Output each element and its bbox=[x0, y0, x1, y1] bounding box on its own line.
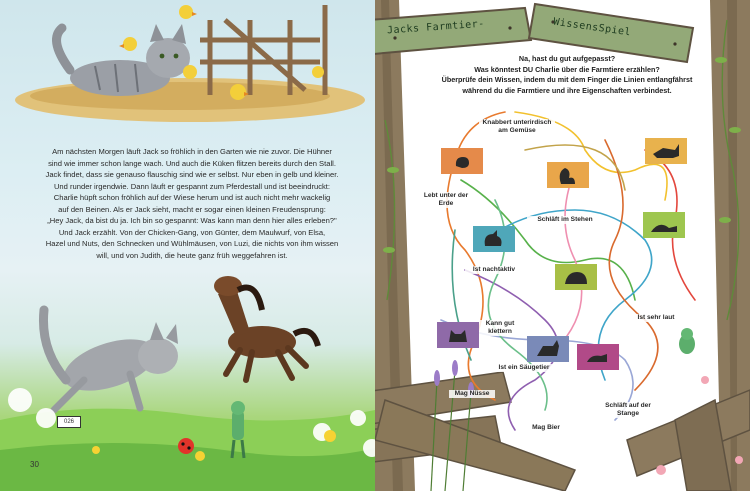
story-line: will, und von Judith, die heute ganz früh weggefahren ist. bbox=[96, 250, 288, 260]
label-stange: Schläft auf der Stange bbox=[603, 402, 653, 418]
chicken-icon bbox=[456, 157, 469, 168]
tile-snail bbox=[643, 212, 685, 238]
tile-mouse bbox=[577, 344, 619, 370]
intro-line: Was könntest DU Charlie über die Farmtiere erzählen? bbox=[474, 64, 660, 74]
story-line: auf den Beinen. Als er Jack sieht, macht er sogar einen kleinen Freudensprung: bbox=[58, 204, 326, 214]
story-line: Hazel und Nuts, den Schnecken und Wühlmäusen, von Luzi, die nichts von ihm wissen bbox=[45, 239, 339, 248]
label-laut: Ist sehr laut bbox=[631, 314, 681, 322]
story-line: sind wie immer schon lange wach. Und auch die Küken flitzen bereits durch den Stall. bbox=[48, 158, 336, 168]
story-text bbox=[18, 146, 366, 261]
maze-lines bbox=[375, 0, 750, 491]
label-klettern: Kann gut klettern bbox=[479, 320, 521, 336]
story-line: Am nächsten Morgen läuft Jack so fröhlich in den Garten wie nie zuvor. Die Hühner bbox=[52, 147, 332, 156]
jumping-cat-figure bbox=[43, 310, 178, 410]
story-line: Charlie hüpft schon fröhlich auf der Wiese herum und ist auch nicht mehr wackelig bbox=[53, 193, 331, 202]
label-saeugetier: Ist ein Säugetier bbox=[491, 364, 557, 372]
label-nachtaktiv: Ist nachtaktiv bbox=[465, 266, 523, 274]
intro-line: Überprüfe dein Wissen, indem du mit dem Finger die Linien entlangfährst bbox=[441, 75, 693, 84]
tile-hedgehog bbox=[555, 264, 597, 290]
foal-figure bbox=[214, 276, 318, 380]
right-page bbox=[375, 0, 750, 491]
sign-title-right: WissensSpiel bbox=[552, 16, 632, 39]
label-lebt: Lebt unter der Erde bbox=[421, 192, 471, 208]
ladybug-figure bbox=[178, 438, 194, 454]
story-line: Und runder irgendwie. Dann läuft er gespannt zum Pferdestall und ist beeindruckt: bbox=[53, 181, 331, 191]
label-bier: Mag Bier bbox=[525, 424, 567, 432]
story-line: Jack findet, dass sie genauso flauschig sind wie er selbst. Nur eben in gelb und kleiner. bbox=[45, 170, 339, 179]
sign-title-left: Jacks Farmtier- bbox=[386, 18, 486, 37]
tile-horse bbox=[527, 336, 569, 362]
tile-rooster bbox=[473, 226, 515, 252]
tile-chicken bbox=[441, 148, 483, 174]
label-schlaeft-stehen: Schläft im Stehen bbox=[527, 216, 603, 224]
intro-line: Na, hast du gut aufgepasst? bbox=[518, 54, 616, 63]
story-line: Und Jack erzählt. Von der Chicken-Gang, von Günter, dem Maulwurf, von Elsa, bbox=[58, 227, 326, 237]
tile-fox bbox=[645, 138, 687, 164]
story-line: „Hey Jack, da bist du ja. Ich bin so gespannt: Was kann man denn hier alles erleben?" bbox=[47, 216, 337, 225]
barn-illustration bbox=[0, 0, 375, 130]
intro-line: während du die Farmtiere und ihre Eigenschaften verbindest. bbox=[462, 85, 672, 95]
field-illustration bbox=[0, 270, 375, 491]
label-nuesse: Mag Nüsse bbox=[449, 390, 495, 398]
page-number: 30 bbox=[30, 460, 39, 469]
tile-squirrel bbox=[547, 162, 589, 188]
label-knabbert: Knabbert unterirdisch am Gemüse bbox=[479, 119, 555, 135]
code-tag: 026 bbox=[57, 416, 81, 428]
tile-cat bbox=[437, 322, 479, 348]
